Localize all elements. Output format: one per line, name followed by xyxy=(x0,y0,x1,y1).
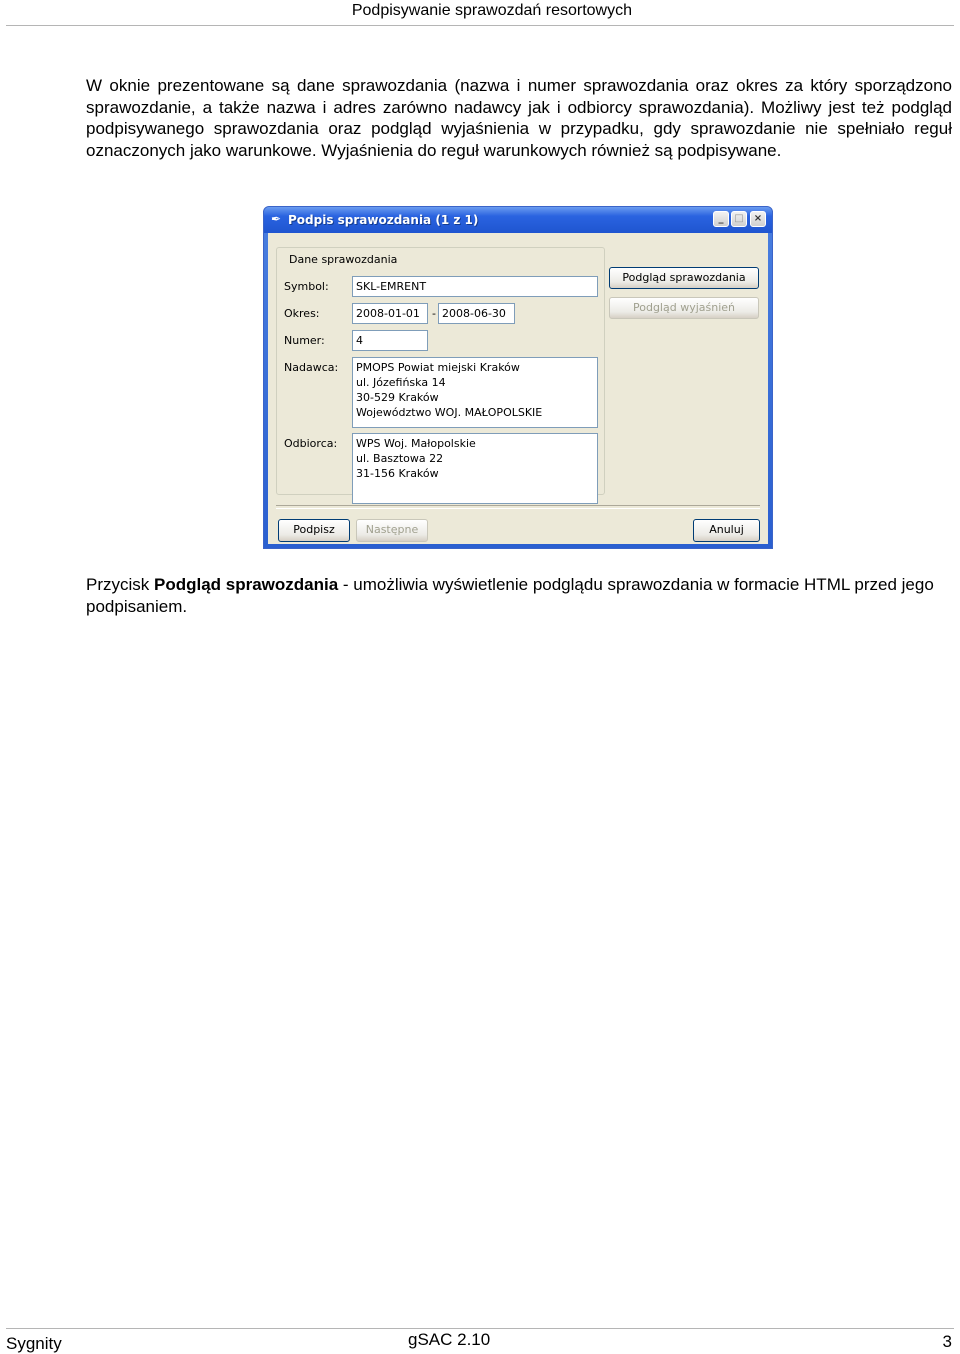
dialog-title: Podpis sprawozdania (1 z 1) xyxy=(288,213,479,227)
header-rule xyxy=(6,25,954,26)
button-separator xyxy=(276,505,760,509)
group-title: Dane sprawozdania xyxy=(286,253,400,266)
okres-from-field[interactable]: 2008-01-01 xyxy=(352,303,428,324)
minimize-button[interactable]: _ xyxy=(713,211,729,227)
sign-report-dialog xyxy=(263,206,773,549)
page-header xyxy=(0,0,960,26)
footer-product: gSAC 2.10 xyxy=(408,1330,491,1349)
maximize-button[interactable]: □ xyxy=(731,211,747,227)
next-button[interactable]: Następne xyxy=(356,519,428,542)
sign-button[interactable]: Podpisz xyxy=(278,519,350,542)
explanations-preview-button[interactable]: Podgląd wyjaśnień xyxy=(609,297,759,319)
close-button[interactable]: × xyxy=(750,211,766,227)
nadawca-field[interactable]: PMOPS Powiat miejski Kraków ul. Józefińska 14 30-529 Kraków Województwo WOJ. MAŁOPOLSKIE xyxy=(352,357,598,428)
app-icon: ✒ xyxy=(270,212,282,226)
symbol-label: Symbol: xyxy=(284,280,329,293)
numer-field[interactable]: 4 xyxy=(352,330,428,351)
preview-description-paragraph xyxy=(86,574,952,617)
intro-paragraph: W oknie prezentowane są dane sprawozdania (nazwa i numer sprawozdania oraz okres za który sporządzono sprawozdanie, a także nazwa i adres zarówno nadawcy jak i odbiorcy sprawozdania). Możliwy jest też podgląd podpisywanego sprawozdania oraz podgląd wyjaśnienia w przypadku, gdy sprawozdanie nie spełniało reguł oznaczonych jako warunkowe. Wyjaśnienia do reguł warunkowych również są podpisywane. xyxy=(86,76,952,160)
dialog-titlebar[interactable] xyxy=(264,207,772,233)
nadawca-label: Nadawca: xyxy=(284,361,339,374)
dialog-client-area xyxy=(268,233,768,544)
symbol-field[interactable]: SKL-EMRENT xyxy=(352,276,598,297)
odbiorca-label: Odbiorca: xyxy=(284,437,338,450)
okres-separator: - xyxy=(432,307,436,320)
okres-label: Okres: xyxy=(284,307,320,320)
header-title: Podpisywanie sprawozdań resortowych xyxy=(351,2,632,19)
paragraph2-bold: Podgląd sprawozdania xyxy=(154,575,339,594)
report-data-group xyxy=(276,247,605,495)
footer-rule xyxy=(6,1328,954,1329)
numer-label: Numer: xyxy=(284,334,325,347)
paragraph2-suffix: - umożliwia wyświetlenie podglądu sprawozdania w formacie HTML przed jego podpisaniem. xyxy=(86,575,934,616)
cancel-button[interactable]: Anuluj xyxy=(693,519,760,542)
footer-company: Sygnity xyxy=(6,1334,62,1353)
paragraph2-prefix: Przycisk xyxy=(86,575,154,594)
report-preview-button[interactable]: Podgląd sprawozdania xyxy=(609,267,759,289)
page-number: 3 xyxy=(942,1332,952,1351)
odbiorca-field[interactable]: WPS Woj. Małopolskie ul. Basztowa 22 31-156 Kraków xyxy=(352,433,598,504)
okres-to-field[interactable]: 2008-06-30 xyxy=(438,303,515,324)
